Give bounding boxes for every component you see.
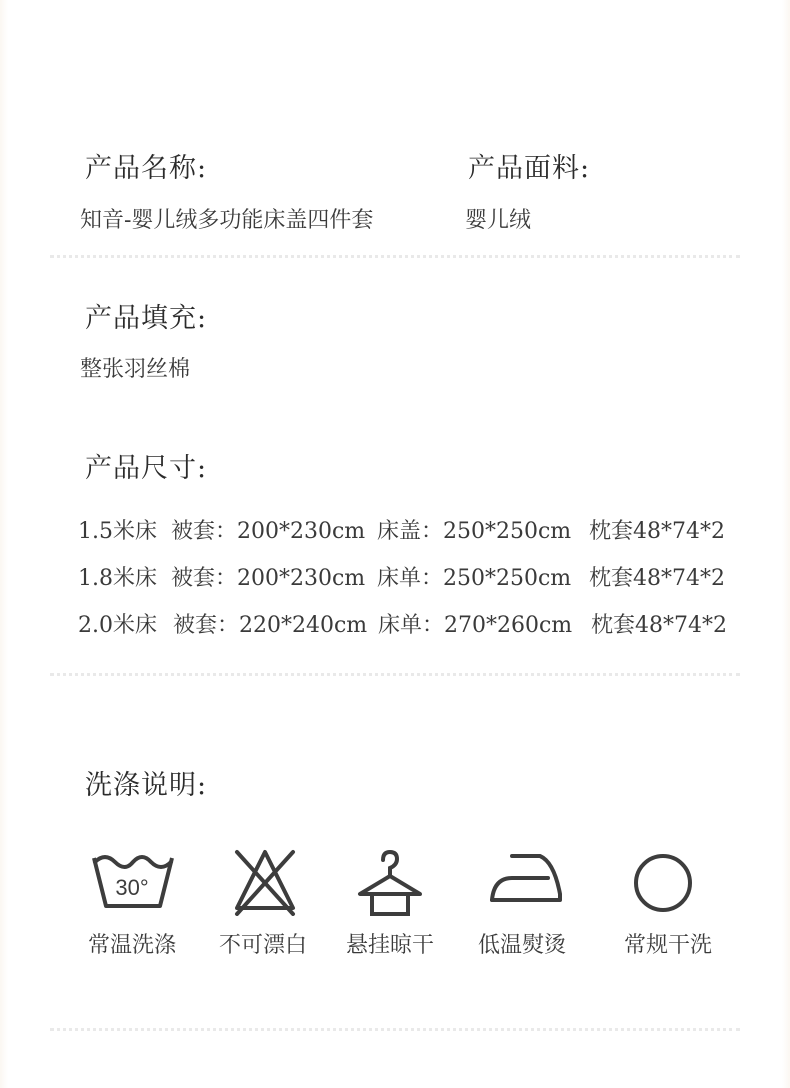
product-name-heading: 产品名称:: [85, 153, 208, 184]
size-sheet: 床单：250*250cm: [377, 566, 572, 591]
care-label: 常规干洗: [623, 933, 712, 958]
divider: [50, 673, 740, 676]
product-name-value: 知音-婴儿绒多功能床盖四件套: [80, 208, 374, 233]
washing-heading: 洗涤说明:: [85, 770, 208, 801]
sizes-heading: 产品尺寸:: [85, 453, 208, 484]
no-bleach-icon: [233, 848, 297, 916]
care-label: 不可漂白: [218, 933, 307, 958]
fabric-value: 婴儿绒: [465, 208, 532, 233]
size-bed: 1.5米床: [78, 519, 157, 544]
size-bed: 1.8米床: [78, 566, 157, 591]
size-cover: 被套：200*230cm: [171, 519, 366, 544]
size-cover: 被套：220*240cm: [173, 613, 368, 638]
right-edge-shade: [782, 0, 790, 1088]
filling-heading: 产品填充:: [85, 303, 208, 334]
size-pillow: 枕套48*74*2: [591, 613, 727, 638]
wash-temp-text: 30°: [115, 875, 149, 900]
divider: [50, 255, 740, 258]
left-edge-shade: [0, 0, 8, 1088]
fabric-heading: 产品面料:: [468, 153, 591, 184]
wash-30-icon: [92, 848, 174, 912]
size-cover: 被套：200*230cm: [171, 566, 366, 591]
size-pillow: 枕套48*74*2: [589, 519, 725, 544]
care-label: 常温洗涤: [87, 933, 176, 958]
size-sheet: 床单：270*260cm: [378, 613, 573, 638]
divider: [50, 1028, 740, 1031]
filling-value: 整张羽丝棉: [80, 357, 191, 382]
size-pillow: 枕套48*74*2: [589, 566, 725, 591]
care-label: 悬挂晾干: [345, 933, 434, 958]
dry-clean-icon: [632, 852, 694, 914]
size-sheet: 床盖：250*250cm: [377, 519, 572, 544]
care-label: 低温熨烫: [477, 933, 566, 958]
size-bed: 2.0米床: [78, 613, 157, 638]
hang-dry-icon: [357, 848, 423, 918]
iron-low-icon: [488, 848, 564, 904]
